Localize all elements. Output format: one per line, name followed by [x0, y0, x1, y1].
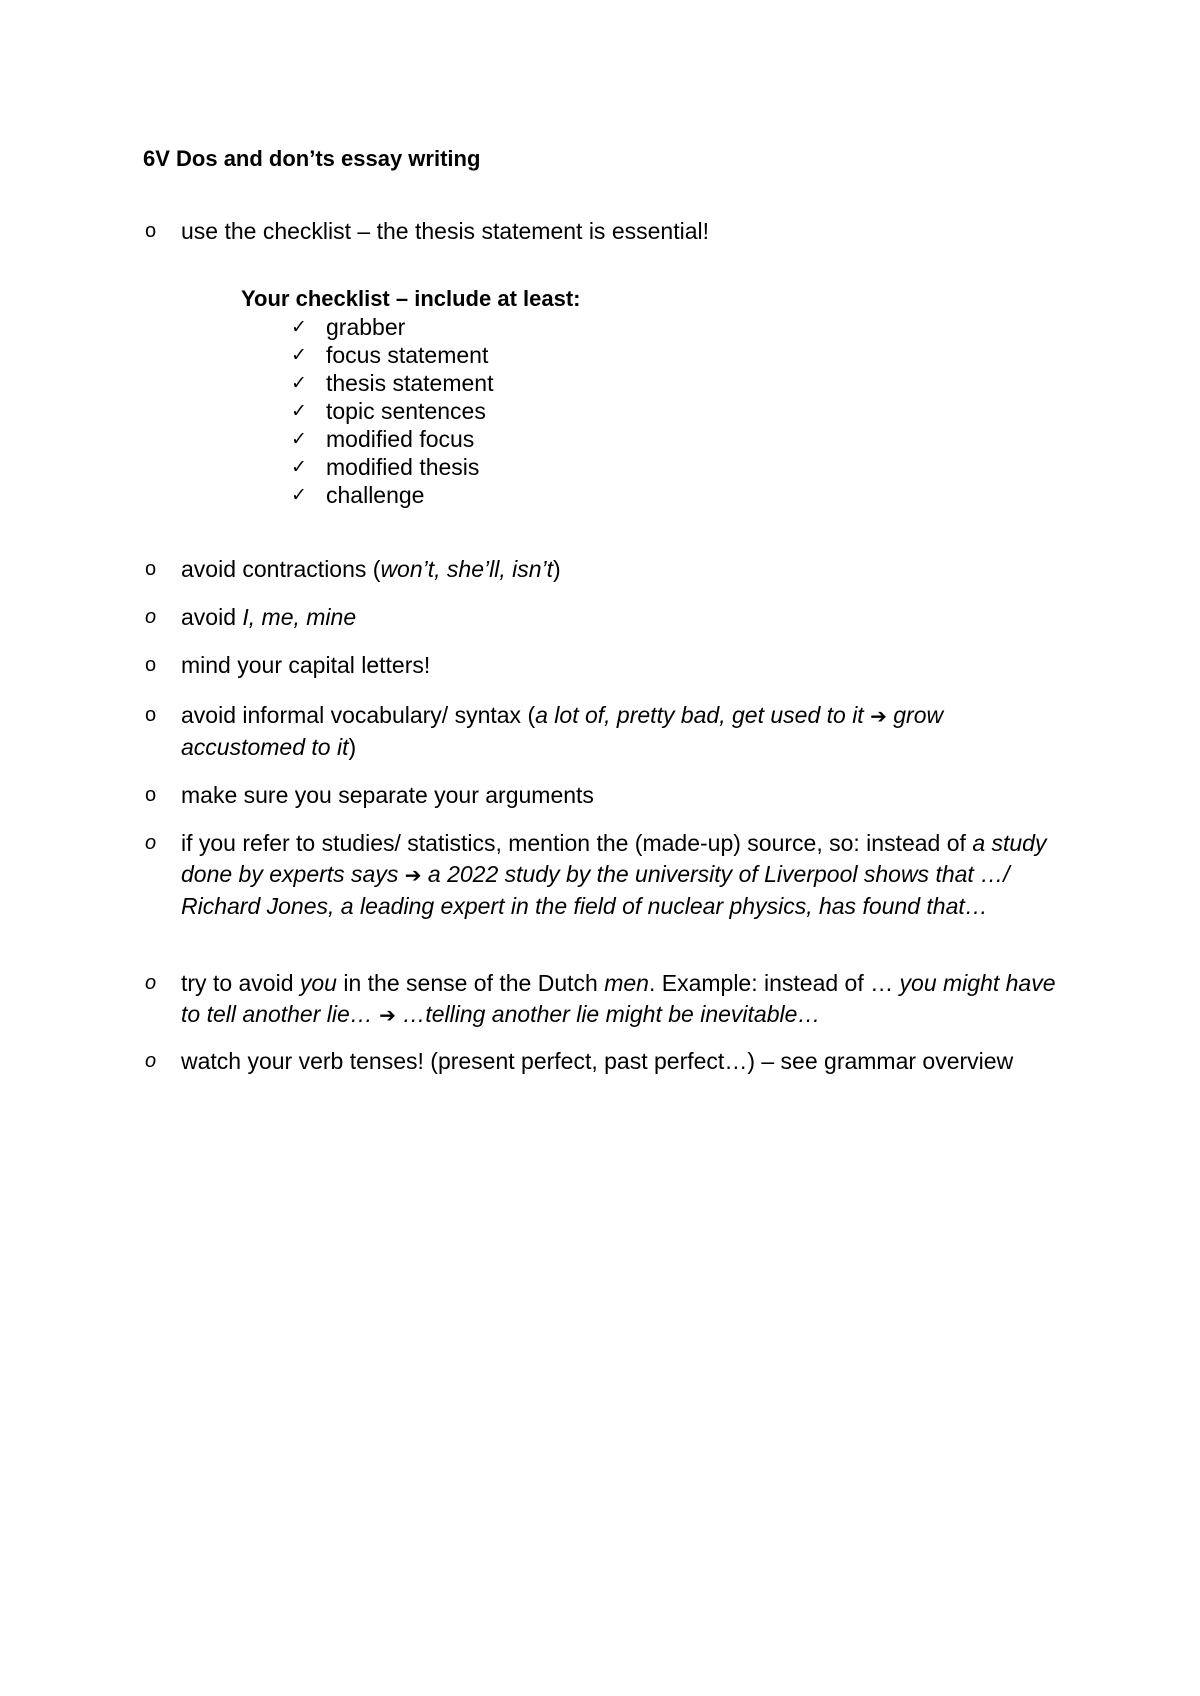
check-icon: ✓ — [291, 428, 307, 450]
checklist-item: ✓ modified focus — [291, 426, 475, 452]
checklist-item: ✓ modified thesis — [291, 454, 480, 480]
list-item — [145, 554, 1065, 585]
list-item — [145, 828, 1065, 922]
arrow-right-icon: ➔ — [404, 863, 422, 887]
check-icon: ✓ — [291, 484, 307, 506]
document-title: 6V Dos and don’ts essay writing — [143, 146, 481, 171]
check-icon: ✓ — [291, 372, 307, 394]
list-item — [145, 1046, 1065, 1077]
list-item — [145, 780, 1065, 811]
bullet-marker: o — [145, 654, 157, 676]
list-item-text: mind your capital letters! — [181, 652, 431, 678]
bullet-marker: o — [145, 1050, 157, 1072]
list-item — [145, 602, 1065, 633]
checklist-item: ✓ challenge — [291, 482, 425, 508]
list-item-text: avoid contractions (won’t, she’ll, isn’t) — [181, 556, 561, 582]
list-item-text: avoid informal vocabulary/ syntax (a lot of, pretty bad, get used to it ➔ grow accustomed to it) — [181, 702, 944, 760]
bullet-marker: o — [145, 972, 157, 994]
list-item-text: make sure you separate your arguments — [181, 782, 594, 808]
arrow-right-icon: ➔ — [870, 704, 887, 728]
list-item-text: watch your verb tenses! (present perfect, past perfect…) – see grammar overview — [181, 1048, 1014, 1074]
check-icon: ✓ — [291, 344, 307, 366]
list-item-text: avoid I, me, mine — [181, 604, 357, 630]
bullet-marker: o — [145, 558, 157, 580]
list-item — [145, 700, 1065, 763]
checklist-item: ✓ topic sentences — [291, 398, 486, 424]
checklist-title: Your checklist – include at least: — [241, 286, 581, 311]
list-item — [145, 650, 1065, 681]
bullet-marker: o — [145, 832, 157, 854]
list-item — [145, 968, 1065, 1031]
list-item-text: use the checklist – the thesis statement is essential! — [181, 218, 709, 244]
list-item — [145, 216, 1065, 247]
checklist — [241, 285, 581, 509]
checklist-item: ✓ thesis statement — [291, 370, 494, 396]
bullet-marker: o — [145, 704, 157, 726]
bullet-marker: o — [145, 606, 157, 628]
list-item-text: if you refer to studies/ statistics, mention the (made-up) source, so: instead of a study done by experts says ➔ a 2022 study by the university of Liverpool shows that …/ Richard Jones, a leading expert in the field of nuclear physics, has found that… — [181, 830, 1047, 919]
list-item-text: try to avoid you in the sense of the Dutch men. Example: instead of … you might have to tell another lie… ➔ …telling another lie might be inevitable… — [181, 970, 1056, 1027]
checklist-item: ✓ grabber — [291, 314, 406, 340]
check-icon: ✓ — [291, 400, 307, 422]
check-icon: ✓ — [291, 316, 307, 338]
bullet-marker: o — [145, 784, 157, 806]
bullet-marker: o — [145, 220, 157, 242]
checklist-item: ✓ focus statement — [291, 342, 489, 368]
arrow-right-icon: ➔ — [379, 1003, 396, 1027]
check-icon: ✓ — [291, 456, 307, 478]
